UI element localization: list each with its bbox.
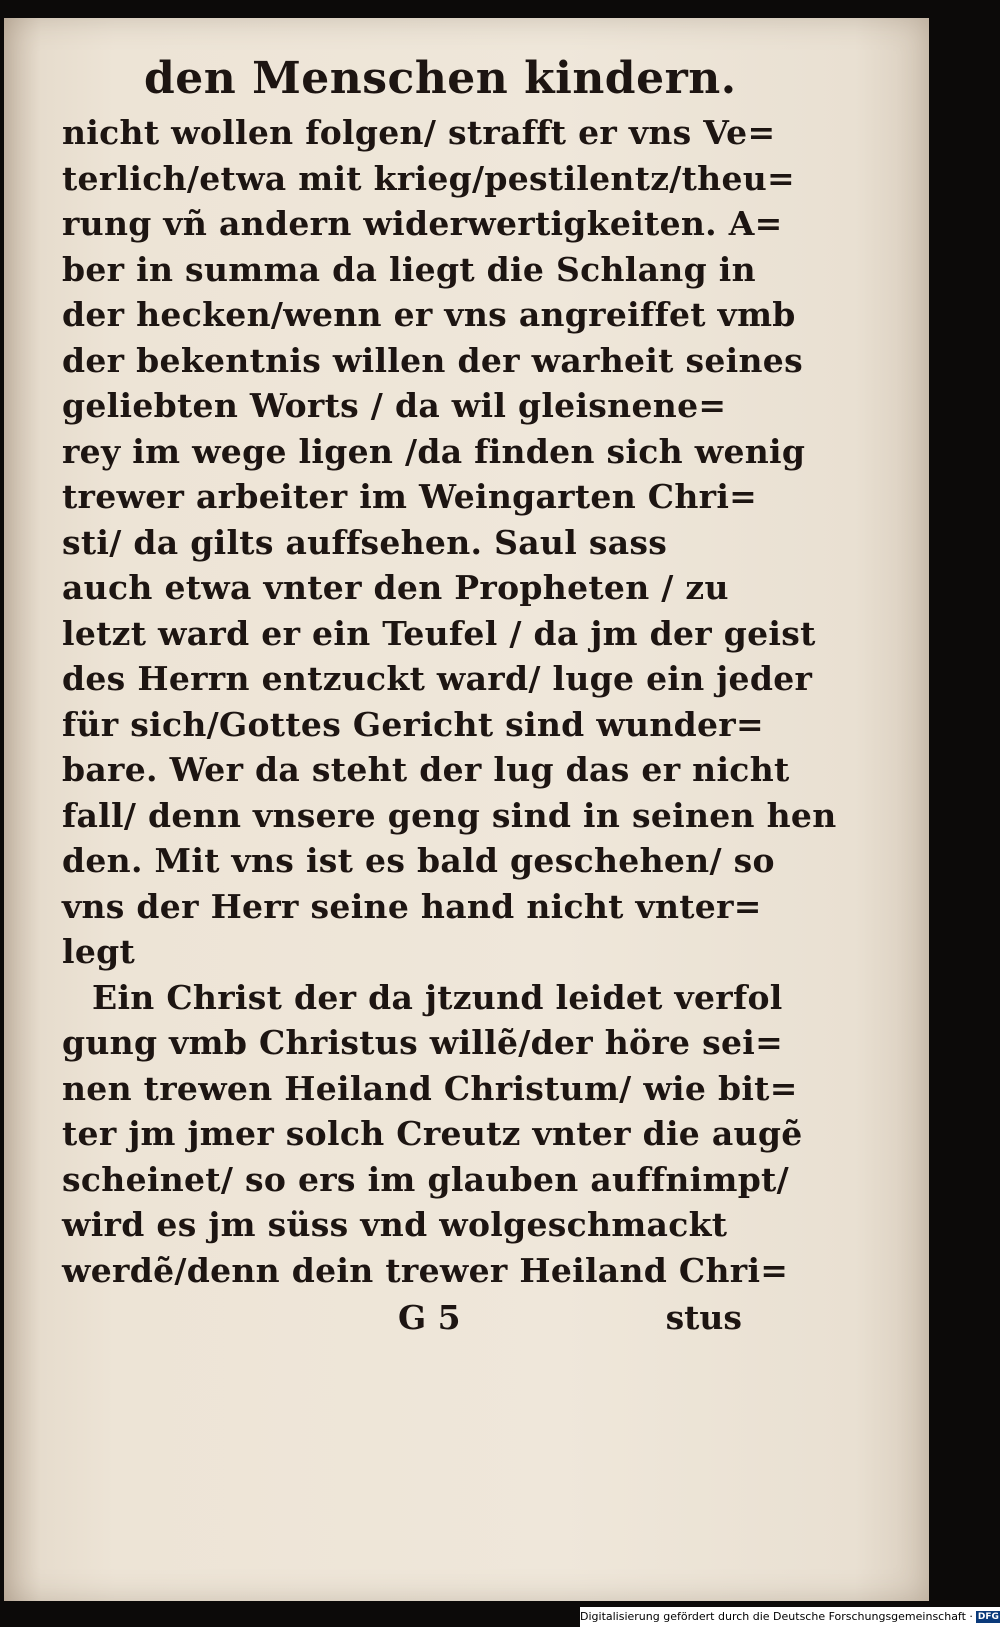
text-line: legt <box>62 932 136 971</box>
text-line: sti/ da gilts auffsehen. Saul sass <box>62 522 668 562</box>
text-line: terlich/etwa mit krieg/pestilentz/theu= <box>62 158 796 198</box>
text-line: den. Mit vns ist es bald geschehen/ so <box>62 841 775 880</box>
text-line: des Herrn entzuckt ward/ luge ein jeder <box>62 659 813 698</box>
book-page <box>4 18 929 1601</box>
text-line: für sich/Gottes Gericht sind wunder= <box>62 704 764 744</box>
text-line: trewer arbeiter im Weingarten Chri= <box>62 477 758 516</box>
signature-mark: G 5 <box>398 1298 461 1337</box>
text-line: der hecken/wenn er vns angreiffet vmb <box>62 295 796 334</box>
text-line: scheinet/ so ers im glauben auffnimpt/ <box>62 1159 789 1199</box>
page-footer <box>62 1293 742 1343</box>
paragraph-2 <box>62 975 803 1294</box>
text-line: ter jm jmer solch Creutz vnter die augẽ <box>62 1114 803 1153</box>
text-line: nen trewen Heiland Christum/ wie bit= <box>62 1068 798 1108</box>
text-line: geliebten Worts / da wil gleisnene= <box>62 386 727 425</box>
text-line: letzt ward er ein Teufel / da jm der geist <box>62 613 816 653</box>
running-header: den Menschen kindern. <box>144 53 737 104</box>
dfg-credit-text: Digitalisierung gefördert durch die Deutsche Forschungsgemeinschaft · <box>580 1610 973 1623</box>
text-line: rey im wege ligen /da finden sich wenig <box>62 431 806 471</box>
text-line: fall/ denn vnsere geng sind in seinen hen <box>62 795 837 835</box>
text-line: vns der Herr seine hand nicht vnter= <box>62 886 762 926</box>
text-line: auch etwa vnter den Propheten / zu <box>62 568 729 607</box>
text-line: gung vmb Christus willẽ/der höre sei= <box>62 1023 784 1062</box>
text-line: wird es jm süss vnd wolgeschmackt <box>62 1205 728 1244</box>
text-line: ber in summa da liegt die Schlang in <box>62 249 756 289</box>
catchword: stus <box>665 1298 742 1337</box>
text-line: der bekentnis willen der warheit seines <box>62 340 803 380</box>
text-line: bare. Wer da steht der lug das er nicht <box>62 750 790 789</box>
dfg-logo: DFG <box>977 1612 999 1622</box>
text-line: rung vñ andern widerwertigkeiten. A= <box>62 204 783 243</box>
text-line: Ein Christ der da jtzund leidet verfol <box>92 977 783 1017</box>
text-line: nicht wollen folgen/ strafft er vns Ve= <box>62 113 776 152</box>
text-line: werdẽ/denn dein trewer Heiland Chri= <box>62 1250 789 1290</box>
text-block <box>62 48 837 1343</box>
paragraph-1 <box>62 110 837 975</box>
dfg-credit-bar <box>580 1607 1000 1627</box>
